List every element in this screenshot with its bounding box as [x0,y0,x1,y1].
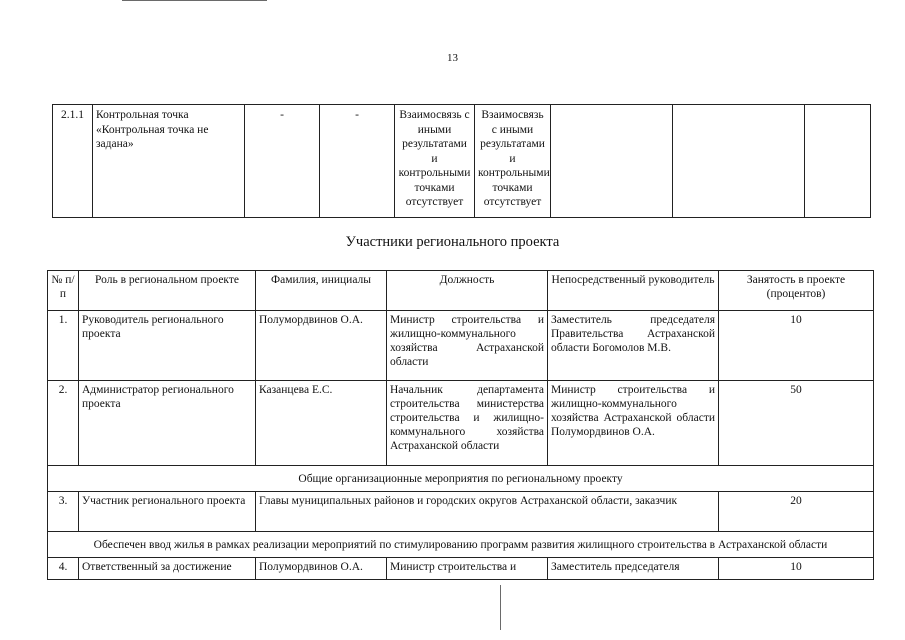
row-position: Министр строительства и [387,558,548,580]
header-position: Должность [387,271,548,311]
header-name: Фамилия, инициалы [256,271,387,311]
row-workload: 20 [719,492,874,532]
group-title: Обеспечен ввод жилья в рамках реализации мероприятий по стимулированию программ развития жилищного строительства в Астраханской области [48,532,874,558]
control-point-cell-4: - [320,105,395,218]
control-point-cell-9 [805,105,871,218]
control-point-relation: Взаимосвязь с иными результатами и контрольными точками отсутствует [395,105,475,218]
row-num: 1. [48,311,79,381]
row-role: Ответственный за достижение [79,558,256,580]
row-workload: 10 [719,558,874,580]
row-role: Администратор регионального проекта [79,381,256,466]
row-workload: 10 [719,311,874,381]
header-role: Роль в региональном проекте [79,271,256,311]
row-supervisor: Заместитель председателя [548,558,719,580]
table-row [48,381,874,466]
row-role: Руководитель регионального проекта [79,311,256,381]
control-point-cell-7 [551,105,673,218]
control-point-cell-3: - [245,105,320,218]
section-title: Участники регионального проекта [345,234,560,250]
row-workload: 50 [719,381,874,466]
row-num: 2. [48,381,79,466]
scan-artifact-vertical-line [500,585,501,630]
row-name: Казанцева Е.С. [256,381,387,466]
group-row [48,532,874,558]
row-name: Полумордвинов О.А. [256,558,387,580]
header-supervisor: Непосредственный руководитель [548,271,719,311]
group-title: Общие организационные мероприятия по региональному проекту [48,466,874,492]
group-row [48,466,874,492]
table-header-row [48,271,874,311]
row-supervisor: Министр строительства и жилищно-коммунального хозяйства Астраханской области Полумордвинов О.А. [548,381,719,466]
participants-table [47,270,874,580]
row-num: 4. [48,558,79,580]
row-position: Начальник департамента строительства министерства строительства и жилищно-коммунального хозяйства Астраханской области [387,381,548,466]
row-position: Министр строительства и жилищно-коммунального хозяйства Астраханской области [387,311,548,381]
header-num: № п/п [48,271,79,311]
control-point-table [52,104,871,218]
control-point-relation-2: Взаимосвязь с иными результатами и контрольными точками отсутствует [475,105,551,218]
control-point-name: Контрольная точка «Контрольная точка не задана» [93,105,245,218]
control-point-number: 2.1.1 [53,105,93,218]
row-role: Участник регионального проекта [79,492,256,532]
table-row [53,105,871,218]
row-supervisor: Заместитель председателя Правительства Астраханской области Богомолов М.В. [548,311,719,381]
page-number: 13 [447,52,458,64]
row-merged-description: Главы муниципальных районов и городских округов Астраханской области, заказчик [256,492,719,532]
row-num: 3. [48,492,79,532]
table-row [48,492,874,532]
control-point-cell-8 [673,105,805,218]
row-name: Полумордвинов О.А. [256,311,387,381]
table-row [48,311,874,381]
header-workload: Занятость в проекте (процентов) [719,271,874,311]
table-row [48,558,874,580]
scan-artifact-top-line [122,0,267,1]
